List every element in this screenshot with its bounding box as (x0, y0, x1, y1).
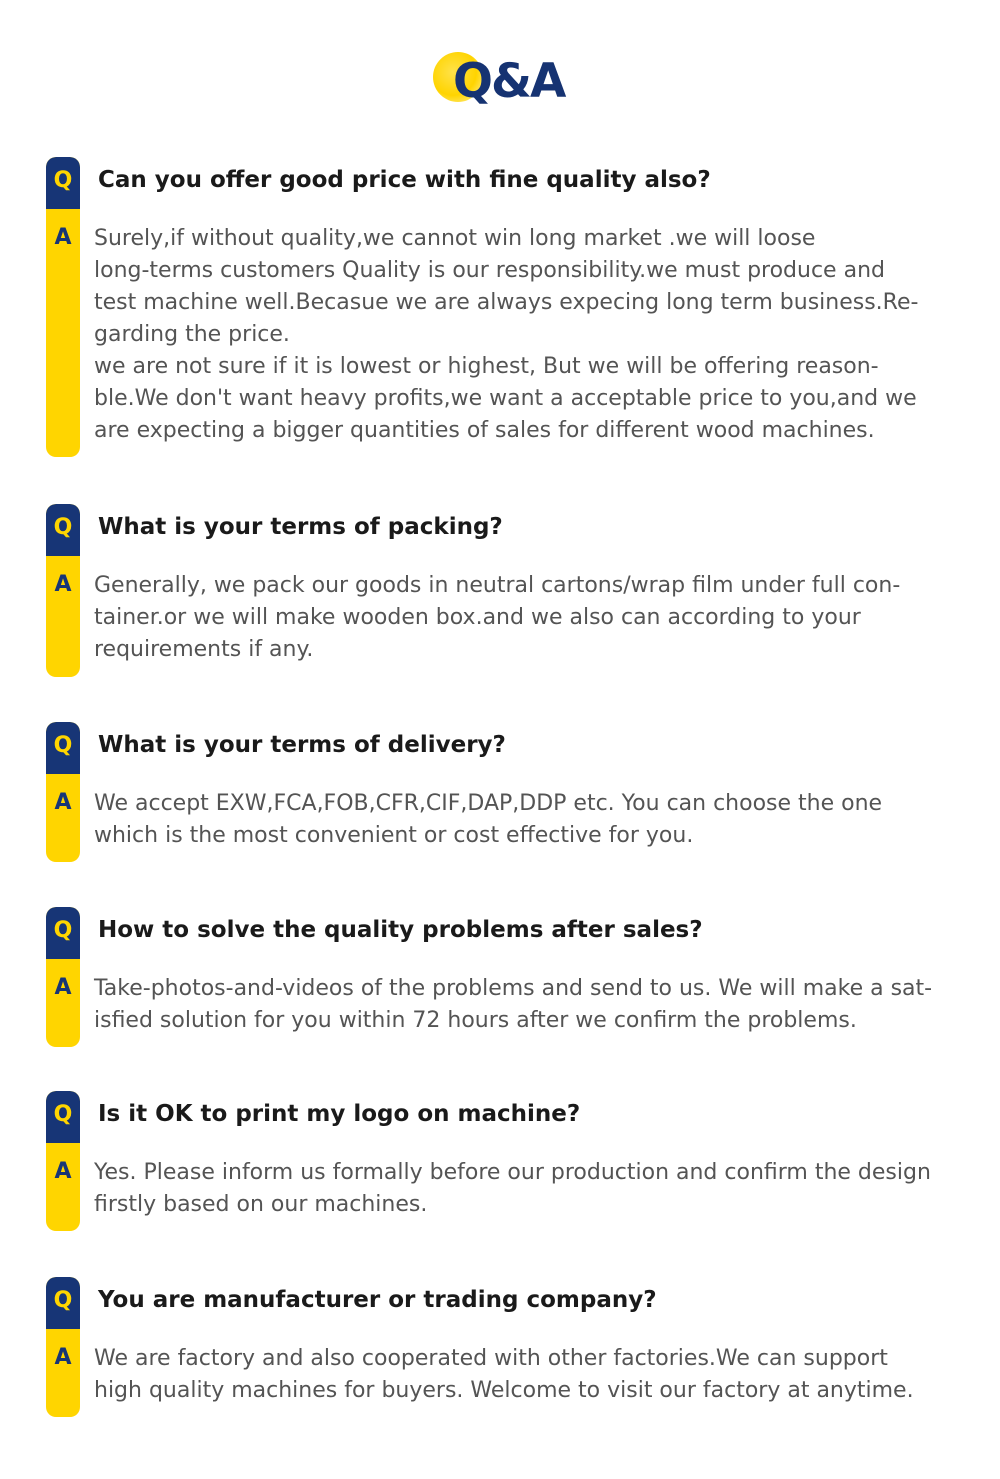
qa-marker-bar (46, 1277, 80, 1417)
answer-line: requirements if any. (94, 637, 314, 662)
answer-line: we are not sure if it is lowest or highest, But we will be offering reason- (94, 354, 879, 379)
answer-line: garding the price. (94, 322, 290, 347)
question-letter: Q (53, 918, 73, 943)
question-text: You are manufacturer or trading company? (98, 1287, 657, 1313)
answer-line: test machine well.Becasue we are always expecing long term business.Re- (94, 290, 919, 315)
answer-line: Take-photos-and-videos of the problems and send to us. We will make a sat- (94, 976, 933, 1001)
question-letter: Q (53, 733, 73, 758)
answer-line: are expecting a bigger quantities of sales for different wood machines. (94, 418, 875, 443)
answer-text (94, 1157, 962, 1221)
qa-logo (431, 50, 581, 130)
qa-item (46, 722, 966, 862)
question-text: How to solve the quality problems after sales? (98, 917, 703, 943)
question-letter: Q (53, 1102, 73, 1127)
answer-letter: A (54, 572, 72, 597)
answer-line: firstly based on our machines. (94, 1192, 428, 1217)
answer-letter: A (54, 225, 72, 250)
answer-text (94, 788, 962, 852)
answer-line: ble.We don't want heavy profits,we want a acceptable price to you,and we (94, 386, 917, 411)
answer-letter: A (54, 1345, 72, 1370)
answer-line: isfied solution for you within 72 hours after we confirm the problems. (94, 1008, 857, 1033)
qa-item (46, 1091, 966, 1231)
question-text: What is your terms of delivery? (98, 732, 506, 758)
qa-marker-bar (46, 157, 80, 457)
answer-line: We accept EXW,FCA,FOB,CFR,CIF,DAP,DDP etc. You can choose the one (94, 791, 883, 816)
answer-text (94, 973, 962, 1037)
qa-item (46, 157, 966, 457)
qa-marker-bar (46, 722, 80, 862)
answer-letter: A (54, 790, 72, 815)
answer-text (94, 223, 962, 447)
question-text: What is your terms of packing? (98, 514, 503, 540)
answer-line: Generally, we pack our goods in neutral cartons/wrap film under full con- (94, 573, 901, 598)
answer-line: Yes. Please inform us formally before our production and confirm the design (94, 1160, 931, 1185)
qa-marker-bar (46, 504, 80, 677)
answer-line: We are factory and also cooperated with other factories.We can support (94, 1346, 888, 1371)
answer-line: Surely,if without quality,we cannot win long market .we will loose (94, 226, 816, 251)
question-text: Is it OK to print my logo on machine? (98, 1101, 581, 1127)
answer-line: which is the most convenient or cost effective for you. (94, 823, 694, 848)
question-letter: Q (53, 168, 73, 193)
answer-line: high quality machines for buyers. Welcome to visit our factory at anytime. (94, 1378, 914, 1403)
answer-letter: A (54, 1159, 72, 1184)
qa-item (46, 1277, 966, 1417)
qa-item (46, 504, 966, 677)
logo-text: Q&A (453, 54, 565, 109)
answer-letter: A (54, 975, 72, 1000)
answer-text (94, 570, 962, 666)
qa-marker-bar (46, 907, 80, 1047)
qa-item (46, 907, 966, 1047)
question-text: Can you offer good price with fine quality also? (98, 167, 711, 193)
question-letter: Q (53, 1288, 73, 1313)
answer-line: tainer.or we will make wooden box.and we also can according to your (94, 605, 861, 630)
question-letter: Q (53, 515, 73, 540)
answer-line: long-terms customers Quality is our responsibility.we must produce and (94, 258, 885, 283)
qa-marker-bar (46, 1091, 80, 1231)
answer-text (94, 1343, 962, 1407)
